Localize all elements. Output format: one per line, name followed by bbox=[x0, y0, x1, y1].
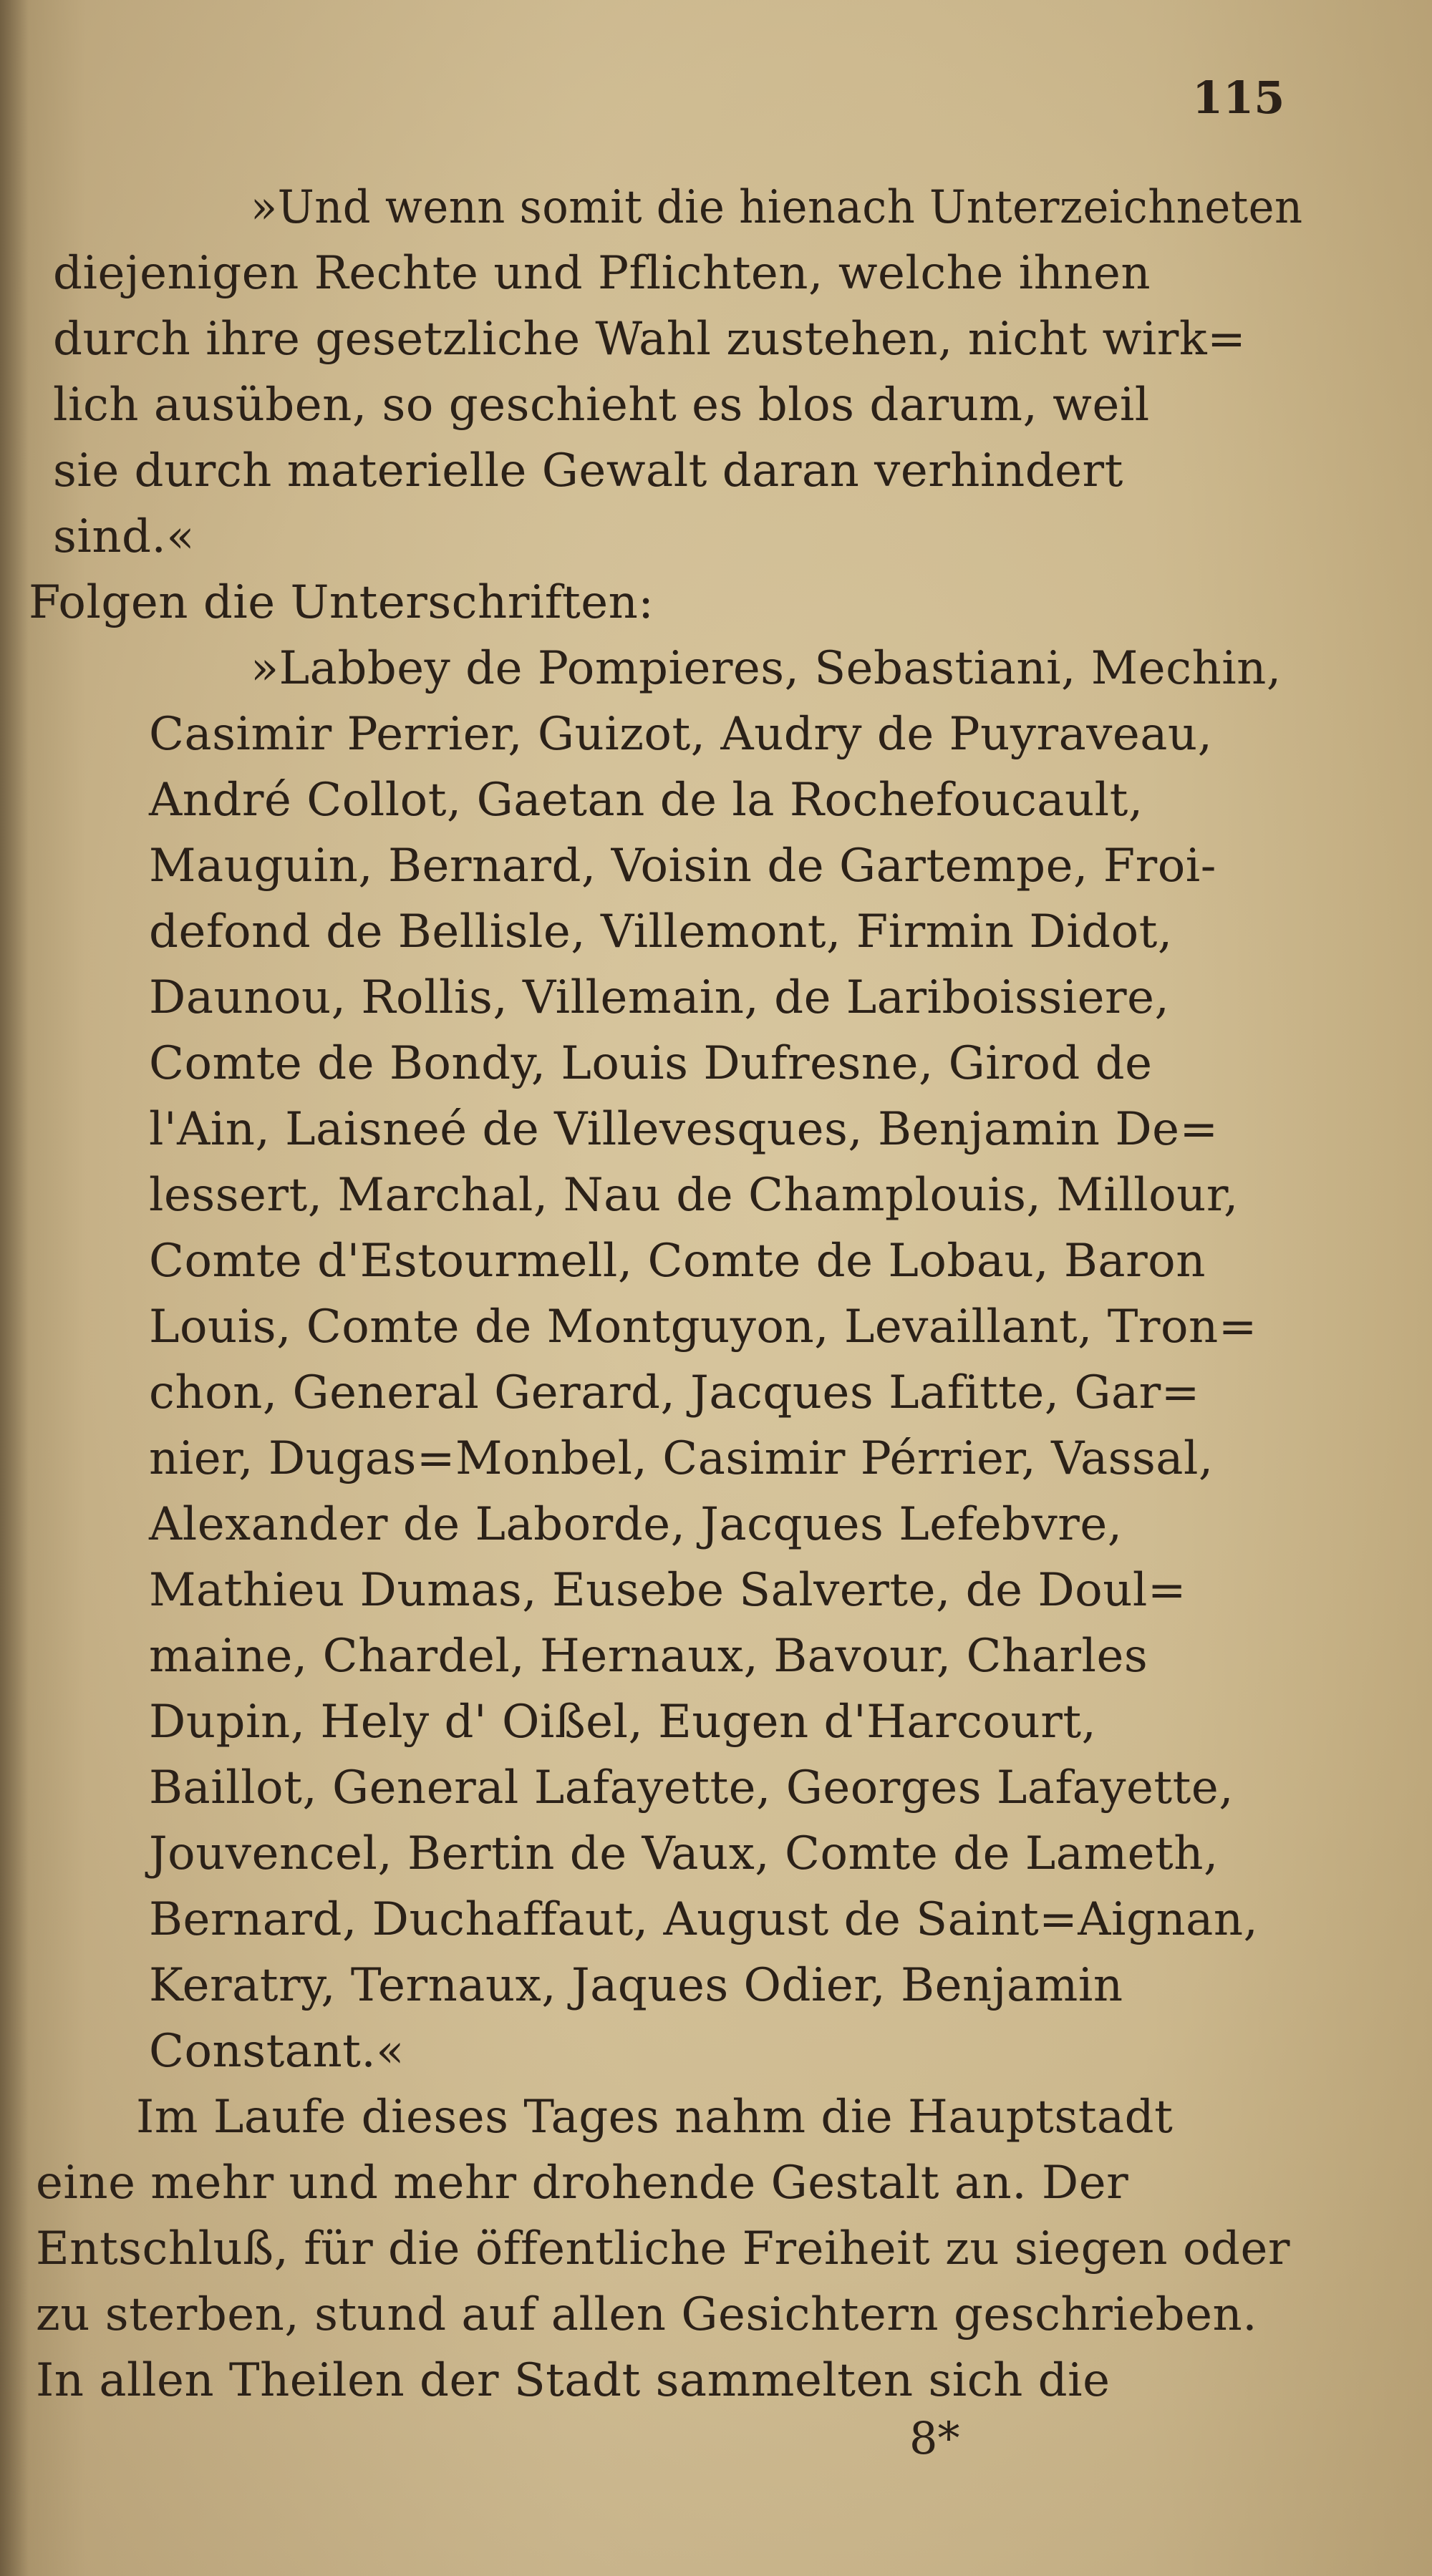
text-line: sie durch materielle Gewalt daran verhindert bbox=[53, 444, 1123, 497]
text-line: maine, Chardel, Hernaux, Bavour, Charles bbox=[149, 1630, 1148, 1683]
text-line: Mauguin, Bernard, Voisin de Gartempe, Froi- bbox=[149, 840, 1216, 893]
text-line: Baillot, General Lafayette, Georges Lafayette, bbox=[149, 1761, 1234, 1814]
text-line: In allen Theilen der Stadt sammelten sich die bbox=[36, 2354, 1111, 2407]
text-line: chon, General Gerard, Jacques Lafitte, Gar= bbox=[149, 1366, 1200, 1419]
text-line: Entschluß, für die öffentliche Freiheit zu siegen oder bbox=[36, 2222, 1290, 2275]
page-gutter-shadow bbox=[0, 0, 29, 2576]
text-line: »Labbey de Pompieres, Sebastiani, Mechin, bbox=[251, 642, 1282, 695]
text-line: nier, Dugas=Monbel, Casimir Pérrier, Vassal, bbox=[149, 1432, 1214, 1485]
text-line: lich ausüben, so geschieht es blos darum, weil bbox=[53, 379, 1150, 432]
text-line: Louis, Comte de Montguyon, Levaillant, Tron= bbox=[149, 1301, 1257, 1353]
text-line: defond de Bellisle, Villemont, Firmin Didot, bbox=[149, 905, 1173, 958]
text-line: Folgen die Unterschriften: bbox=[29, 576, 654, 629]
text-line: durch ihre gesetzliche Wahl zustehen, nicht wirk= bbox=[53, 313, 1247, 366]
text-line: l'Ain, Laisneé de Villevesques, Benjamin De= bbox=[149, 1103, 1219, 1156]
text-line: Im Laufe dieses Tages nahm die Hauptstadt bbox=[136, 2091, 1174, 2144]
text-line: »Und wenn somit die hienach Unterzeichneten bbox=[251, 181, 1303, 234]
text-line: Comte de Bondy, Louis Dufresne, Girod de bbox=[149, 1037, 1153, 1090]
text-line: Dupin, Hely d' Oißel, Eugen d'Harcourt, bbox=[149, 1696, 1097, 1749]
text-line: Mathieu Dumas, Eusebe Salverte, de Doul= bbox=[149, 1564, 1186, 1617]
text-line: zu sterben, stund auf allen Gesichtern geschrieben. bbox=[36, 2288, 1258, 2341]
text-line: Jouvencel, Bertin de Vaux, Comte de Lameth, bbox=[149, 1827, 1219, 1880]
text-line: Daunou, Rollis, Villemain, de Lariboissiere, bbox=[149, 971, 1170, 1024]
text-line: lessert, Marchal, Nau de Champlouis, Millour, bbox=[149, 1169, 1239, 1222]
text-line: Bernard, Duchaffaut, August de Saint=Aignan, bbox=[149, 1893, 1259, 1946]
text-line: diejenigen Rechte und Pflichten, welche ihnen bbox=[53, 247, 1151, 300]
page-number: 115 bbox=[1192, 72, 1285, 124]
text-line: Casimir Perrier, Guizot, Audry de Puyraveau, bbox=[149, 708, 1213, 761]
signature-mark: 8* bbox=[909, 2412, 960, 2464]
text-line: Comte d'Estourmell, Comte de Lobau, Baron bbox=[149, 1235, 1206, 1288]
text-line: André Collot, Gaetan de la Rochefoucault, bbox=[149, 774, 1143, 827]
text-line: Keratry, Ternaux, Jaques Odier, Benjamin bbox=[149, 1959, 1123, 2012]
text-line: Alexander de Laborde, Jacques Lefebvre, bbox=[149, 1498, 1123, 1551]
text-line: eine mehr und mehr drohende Gestalt an. Der bbox=[36, 2157, 1129, 2210]
text-line: Constant.« bbox=[149, 2025, 405, 2078]
text-line: sind.« bbox=[53, 510, 195, 563]
